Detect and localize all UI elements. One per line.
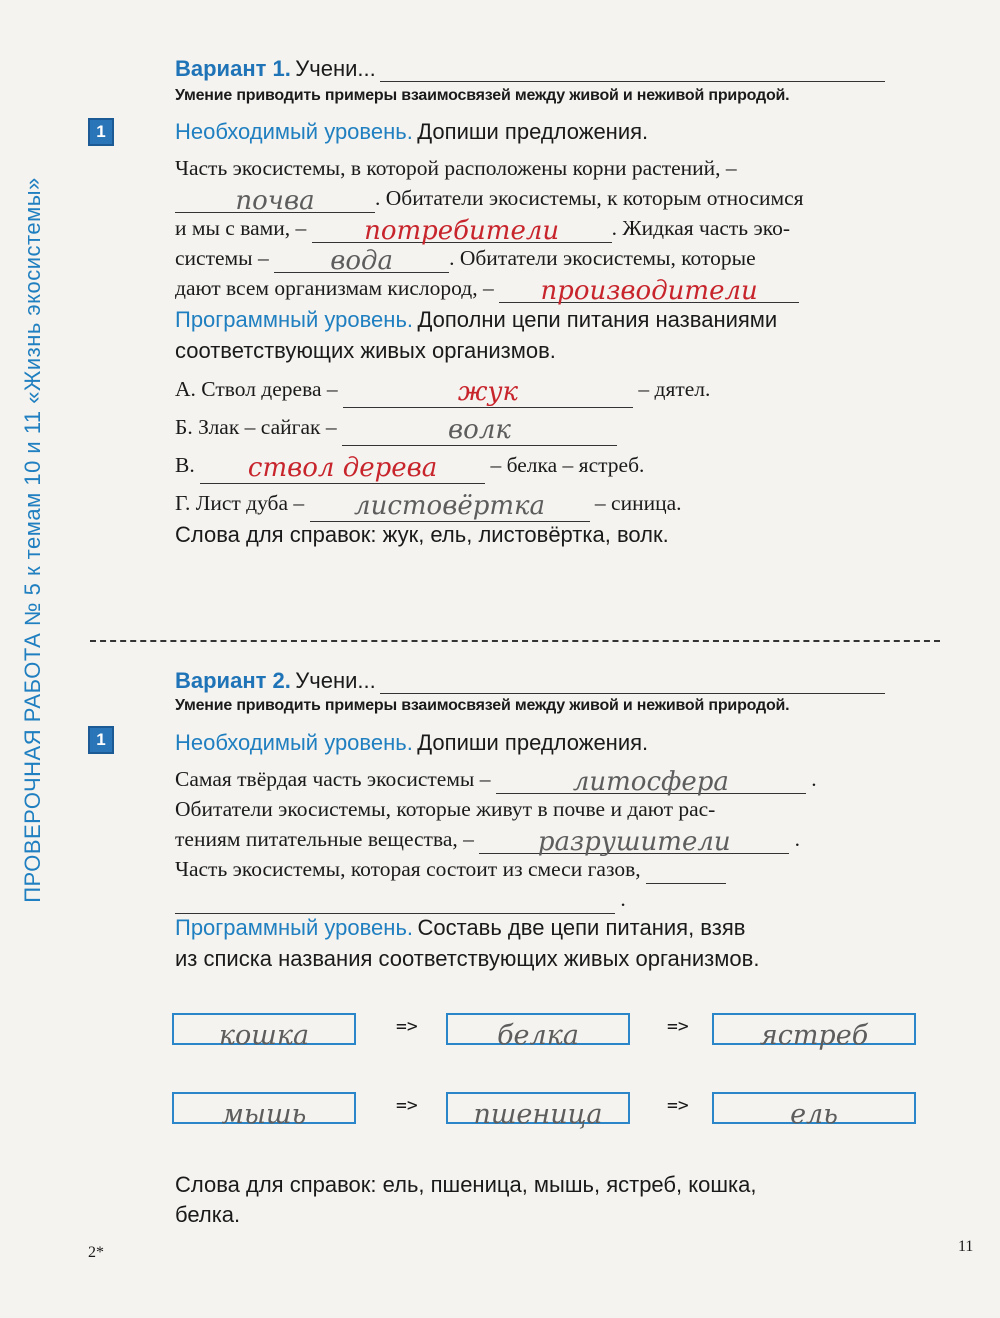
chain-b-field[interactable]: волк bbox=[342, 423, 617, 446]
arrow-icon: => bbox=[396, 1095, 418, 1116]
task-number-badge-2: 1 bbox=[88, 726, 114, 754]
answer-field-7[interactable] bbox=[175, 891, 615, 914]
level-program-2: Программный уровень. bbox=[175, 915, 414, 940]
chain1-box-2[interactable]: белка bbox=[446, 1013, 630, 1045]
variant2-header bbox=[175, 668, 885, 694]
task2-instruction-2-cont: из списка названия соответствующих живых организмов. bbox=[175, 946, 760, 971]
variant2-skill: Умение приводить примеры взаимосвязей между живой и неживой природой. bbox=[175, 697, 790, 714]
answer-field-2[interactable]: потребители bbox=[312, 220, 612, 243]
chain2-box-2[interactable]: пшеница bbox=[446, 1092, 630, 1124]
task-instruction: Допиши предложения. bbox=[417, 119, 649, 144]
variant1-name-field[interactable] bbox=[380, 59, 885, 82]
side-label: ПРОВЕРОЧНАЯ РАБОТА № 5 к темам 10 и 11 «Жизнь экосистемы» bbox=[20, 177, 45, 903]
cut-line bbox=[90, 640, 940, 642]
task2-instruction-cont: соответствующих живых организмов. bbox=[175, 338, 556, 363]
arrow-icon: => bbox=[667, 1016, 689, 1037]
chain-a-field[interactable]: жук bbox=[343, 385, 633, 408]
chain1-box-3[interactable]: ястреб bbox=[712, 1013, 916, 1045]
variant2-sentences: Самая твёрдая часть экосистемы – литосфера . Обитатели экосистемы, которые живут в почве и дают рас- тениям питательные вещества, – разрушители . Часть экосистемы, которая состоит из смеси газов, . bbox=[175, 764, 945, 914]
page-number: 11 bbox=[958, 1238, 974, 1255]
variant1-title: Вариант 1. bbox=[175, 56, 291, 81]
variant1-sentences: Часть экосистемы, в которой расположены корни растений, – почва . Обитатели экосистемы, к которым относимся и мы с вами, – потребители . Жидкая часть эко- системы – вода . Обитатели экосистемы, которые дают всем организмам кислород, – производители bbox=[175, 156, 804, 306]
level-required-2: Необходимый уровень. bbox=[175, 730, 413, 755]
variant2-title: Вариант 2. bbox=[175, 668, 291, 693]
chain-v-field[interactable]: ствол дерева bbox=[200, 461, 485, 484]
level-program: Программный уровень. bbox=[175, 307, 414, 332]
chain-g-field[interactable]: листовёртка bbox=[310, 499, 590, 522]
variant2-pupil-label: Учени... bbox=[295, 668, 376, 693]
answer-field-3[interactable]: вода bbox=[274, 250, 449, 273]
answer-field-6[interactable]: разрушители bbox=[479, 831, 789, 854]
answer-field-5[interactable]: литосфера bbox=[496, 771, 806, 794]
reference-words-v2: Слова для справок: ель, пшеница, мышь, ястреб, кошка, белка. bbox=[175, 1172, 757, 1227]
chain1-box-1[interactable]: кошка bbox=[172, 1013, 356, 1045]
answer-field-1[interactable]: почва bbox=[175, 190, 375, 213]
variant1-header bbox=[175, 56, 885, 82]
answer-field-7a[interactable] bbox=[646, 861, 726, 884]
variant1-skill: Умение приводить примеры взаимосвязей между живой и неживой природой. bbox=[175, 87, 790, 104]
task-number-badge: 1 bbox=[88, 118, 114, 146]
chain2-box-3[interactable]: ель bbox=[712, 1092, 916, 1124]
reference-words-v1: Слова для справок: жук, ель, листовёртка, волк. bbox=[175, 522, 669, 547]
task2-instruction-2: Составь две цепи питания, взяв bbox=[417, 915, 746, 940]
food-chains-v1: А. Ствол дерева – жук – дятел. Б. Злак – сайгак – волк В. ствол дерева – белка – ястреб. Г. Лист дуба – листовёртка – синица. bbox=[175, 377, 711, 521]
task2-instruction: Дополни цепи питания названиями bbox=[417, 307, 778, 332]
variant2-name-field[interactable] bbox=[380, 671, 885, 694]
answer-field-4[interactable]: производители bbox=[499, 280, 799, 303]
chain2-box-1[interactable]: мышь bbox=[172, 1092, 356, 1124]
level-required: Необходимый уровень. bbox=[175, 119, 413, 144]
arrow-icon: => bbox=[396, 1016, 418, 1037]
signature-mark: 2* bbox=[88, 1244, 104, 1261]
variant1-pupil-label: Учени... bbox=[295, 56, 376, 81]
arrow-icon: => bbox=[667, 1095, 689, 1116]
task-instruction-2: Допиши предложения. bbox=[417, 730, 649, 755]
